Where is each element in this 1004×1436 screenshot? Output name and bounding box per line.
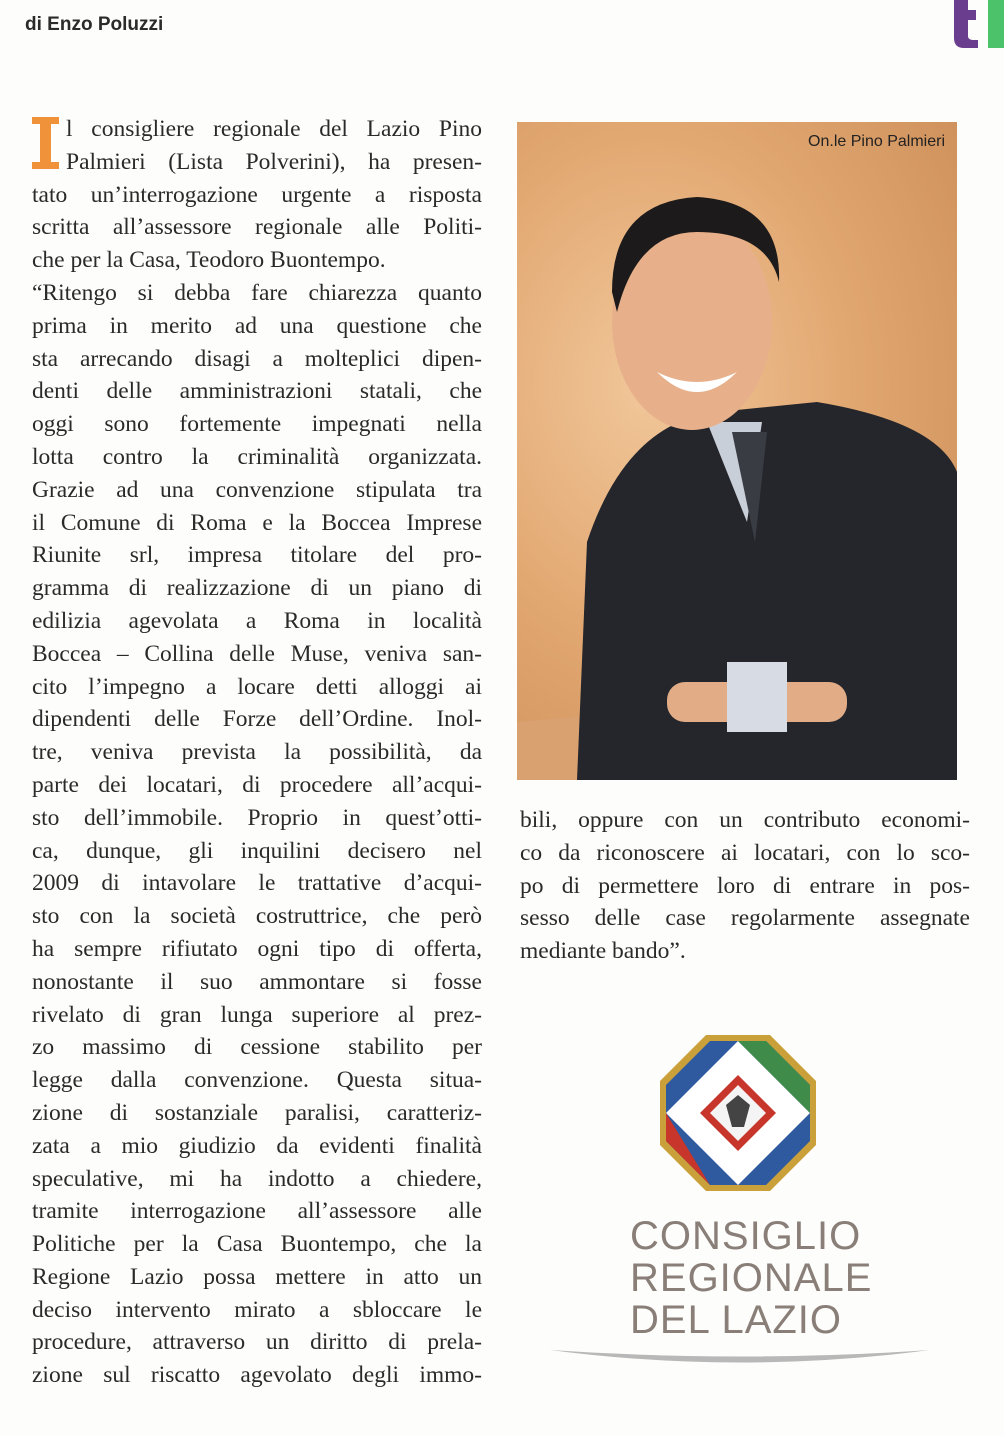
article-line: Riunite srl, impresa titolare del pro- [32,542,482,569]
article-line: legge dalla convenzione. Questa situa- [32,1067,482,1094]
article-line: tramite interrogazione all’assessore alle [32,1198,482,1225]
regione-lazio-emblem [660,1035,816,1191]
article-line: zo massimo di cessione stabilito per [32,1034,482,1061]
article-line: mediante bando”. [520,938,686,965]
article-line: zata a mio giudizio da evidenti finalità [32,1132,482,1159]
article-line: sta arrecando disagi a molteplici dipen- [32,345,482,372]
article-line: lotta contro la criminalità organizzata. [32,443,482,470]
article-line: “Ritengo si debba fare chiarezza quanto [32,279,482,306]
article-line: che per la Casa, Teodoro Buontempo. [32,247,386,274]
article-line: ha sempre rifiutato ogni tipo di offerta, [32,935,482,962]
portrait-photo [517,122,957,780]
article-line: Regione Lazio possa mettere in atto un [32,1263,482,1290]
article-line: prima in merito ad una questione che [32,312,482,339]
article-line: gramma di realizzazione di un piano di [32,575,482,602]
article-line: zione sul riscatto agevolato degli immo- [32,1362,482,1389]
article-line: scritta all’assessore regionale alle Politi- [32,214,482,241]
article-line: nonostante il suo ammontare si fosse [32,968,482,995]
council-line-2: REGIONALE [630,1256,873,1300]
article-line: sto dell’immobile. Proprio in quest’otti- [32,804,482,831]
byline: di Enzo Poluzzi [25,14,164,35]
article-line: cito l’impegno a locare detti alloggi ai [32,673,482,700]
article-line: procedure, attraverso un diritto di prela- [32,1329,482,1356]
portrait-illustration [517,122,957,780]
article-line: denti delle amministrazioni statali, che [32,378,482,405]
article-line: l consigliere regionale del Lazio Pino [66,116,482,142]
article-line: Boccea – Collina delle Muse, veniva san- [32,640,482,667]
article-line: il Comune di Roma e la Boccea Imprese [32,509,482,536]
council-line-3: DEL LAZIO [630,1298,843,1342]
article-line: speculative, mi ha indotto a chiedere, [32,1165,482,1192]
article-line: tato un’interrogazione urgente a risposta [32,181,482,208]
article-line: Palmieri (Lista Polverini), ha presen- [66,148,482,175]
article-line: rivelato di gran lunga superiore al prez- [32,1001,482,1028]
magazine-section-logo-fragment [948,0,1004,48]
article-line: ca, dunque, gli inquilini decisero nel [32,837,482,864]
article-line: tre, veniva prevista la possibilità, da [32,739,482,766]
council-line-1: CONSIGLIO [630,1214,862,1258]
article-line: deciso intervento mirato a sbloccare le [32,1296,482,1323]
article-line: dipendenti delle Forze dell’Ordine. Inol- [32,706,482,733]
article-line: parte dei locatari, di procedere all’acqui- [32,771,482,798]
article-line: 2009 di intavolare le trattative d’acqui- [32,870,482,897]
article-line: sesso delle case regolarmente assegnate [520,905,970,932]
article-line: zione di sostanziale paralisi, caratteriz- [32,1099,482,1126]
article-line: bili, oppure con un contributo economi- [520,807,970,833]
article-line: co da riconoscere ai locatari, con lo sco- [520,839,970,866]
article-line: edilizia agevolata a Roma in località [32,607,482,634]
council-name [630,1215,872,1341]
article-right-column [520,804,970,968]
article-line: Politiche per la Casa Buontempo, che la [32,1231,482,1258]
photo-caption: On.le Pino Palmieri [808,133,945,150]
article-left-column [32,113,482,1392]
article-line: po di permettere loro di entrare in pos- [520,872,970,899]
logo-swoosh [550,1345,930,1370]
article-line: Grazie ad una convenzione stipulata tra [32,476,482,503]
article-line: sto con la società costruttrice, che però [32,903,482,930]
article-line: oggi sono fortemente impegnati nella [32,411,482,438]
